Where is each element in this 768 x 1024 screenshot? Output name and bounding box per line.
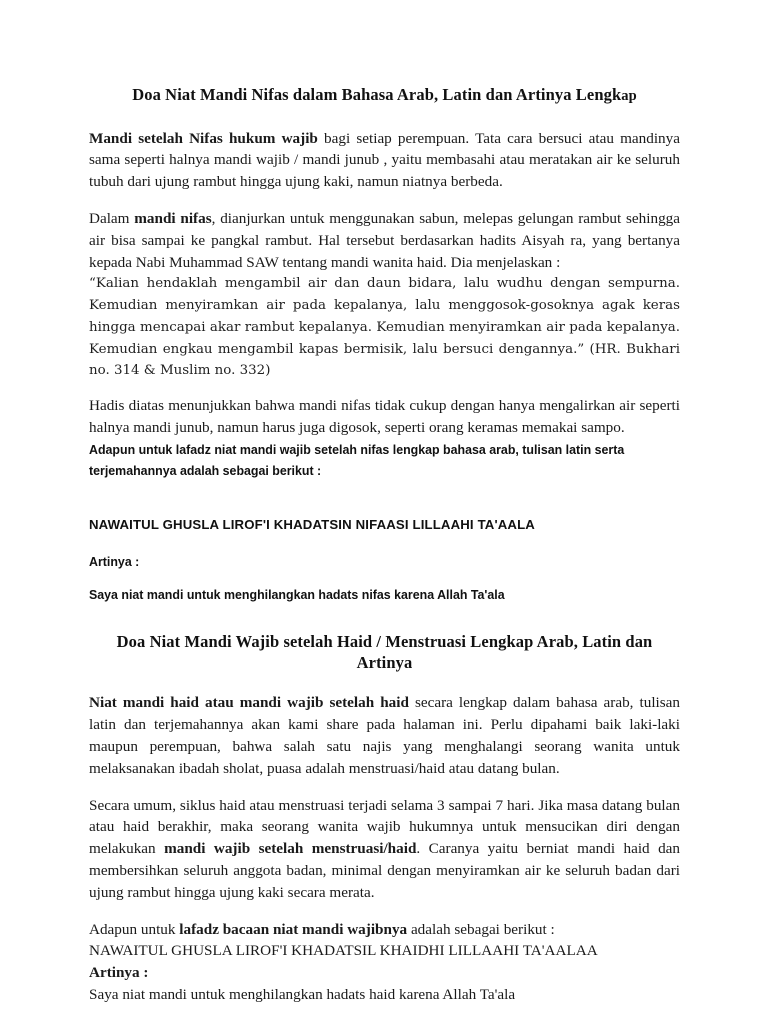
page-title-nifas-main: Doa Niat Mandi Nifas dalam Bahasa Arab, Latin dan Artinya Lengk (132, 85, 622, 104)
haid-lafadz-intro-bold: lafadz bacaan niat mandi wajibnya (179, 920, 408, 938)
page-title-haid: Doa Niat Mandi Wajib setelah Haid / Menstruasi Lengkap Arab, Latin dan Artinya (116, 632, 653, 673)
nifas-lafadz-intro-line1: Adapun untuk lafadz niat mandi wajib setelah nifas lengkap bahasa arab, tulisan latin serta (89, 441, 625, 457)
paragraph-haid-intro-bold: Niat mandi haid atau mandi wajib setelah haid (89, 694, 409, 712)
spacer (89, 532, 680, 551)
haid-niat-latin: NAWAITUL GHUSLA LIROF'I KHADATSIL KHAIDHI LILLAAHI TA'AALAA (89, 942, 598, 960)
paragraph-haid-intro (89, 692, 680, 779)
hadith-quote: “Kalian hendaklah mengambil air dan daun bidara, lalu wudhu dengan sempurna. Kemudian menyiramkan air pada kepalanya, lalu menggosok-gosoknya agak keras hingga mencapai akar rambut kepalanya. Kemudian menyiramkan air pada kepalanya. Kemudian engkau mengambil kapas bermisik, lalu bersuci dengannya.” (HR. Bukhari no. 314 & Muslim no. 332) (89, 276, 680, 379)
haid-artinya-text: Saya niat mandi untuk menghilangkan hadats haid karena Allah Ta'ala (89, 986, 516, 1004)
paragraph-nifas-dalam-pre: Dalam (89, 209, 135, 227)
page-title-nifas-tail: ap (621, 88, 637, 104)
paragraph-nifas-intro-bold: Mandi setelah Nifas hukum wajib (89, 129, 318, 147)
haid-niat-block (89, 919, 680, 1007)
haid-lafadz-intro-rest: adalah sebagai berikut : (407, 920, 555, 938)
paragraph-nifas-dalam-text: , dianjurkan untuk menggunakan sabun, melepas gelungan rambut sehingga air bisa sampai ke pangkal rambut. Hal tersebut berdasarkan hadits Aisyah ra, yang bertanya kepada Nabi Muhammad SAW tentang mandi wanita haid. Dia menjelaskan : (89, 209, 680, 271)
haid-lafadz-intro-pre: Adapun untuk (89, 920, 180, 938)
nifas-artinya-label: Artinya : (89, 554, 140, 570)
paragraph-nifas-intro (89, 128, 680, 193)
spacer (89, 481, 680, 517)
haid-lafadz-intro (89, 919, 680, 941)
paragraph-nifas-dalam-bold: mandi nifas (134, 209, 212, 227)
spacer (89, 573, 680, 584)
page-title-nifas (89, 84, 680, 106)
paragraph-haid-siklus-pre: Secara umum, siklus haid atau menstruasi terjadi selama 3 sampai 7 hari. Jika masa datang bulan atau haid berakhir, maka seorang wanita wajib hukumnya untuk mensucikan diri dengan melakukan (89, 796, 680, 858)
nifas-lafadz-intro-line2: terjemahannya adalah sebagai berikut : (89, 462, 322, 478)
document-content (89, 84, 680, 1006)
paragraph-haid-siklus (89, 795, 680, 904)
nifas-lafadz-intro (89, 439, 645, 482)
paragraph-haid-siklus-text: . Caranya yaitu berniat mandi haid dan membersihkan seluruh anggota badan, minimal dengan menyiramkan air ke seluruh badan dari ujung rambut hingga ujung kaki secara merata. (89, 840, 681, 901)
nifas-artinya-text: Saya niat mandi untuk menghilangkan hadats nifas karena Allah Ta'ala (89, 586, 505, 602)
paragraph-hadis-diatas: Hadis diatas menunjukkan bahwa mandi nifas tidak cukup dengan hanya mengalirkan air seperti halnya mandi junub, namun harus juga digosok, seperti orang keramas memakai sampo. (89, 396, 680, 436)
paragraph-haid-siklus-bold: mandi wajib setelah menstruasi/haid (164, 840, 417, 858)
paragraph-nifas-dalam (89, 208, 680, 273)
nifas-niat-latin: NAWAITUL GHUSLA LIROF'I KHADATSIN NIFAASI LILLAAHI TA'AALA (89, 517, 535, 533)
paragraph-nifas-intro-text: bagi setiap perempuan. Tata cara bersuci atau mandinya sama seperti halnya mandi wajib / mandi junub , yaitu membasahi atau meratakan air ke seluruh tubuh dari ujung rambut hingga ujung kaki, namun niatnya berbeda. (89, 129, 680, 191)
paragraph-haid-intro-text: secara lengkap dalam bahasa arab, tulisan latin dan terjemahannya akan kami share pada halaman ini. Perlu dipahami baik laki-laki maupun perempuan, bahwa salah satu najis yang menghalangi seorang wanita untuk melaksanakan ibadah sholat, puasa adalah menstruasi/haid atau datang bulan. (89, 694, 681, 777)
haid-artinya-label: Artinya : (89, 964, 149, 982)
